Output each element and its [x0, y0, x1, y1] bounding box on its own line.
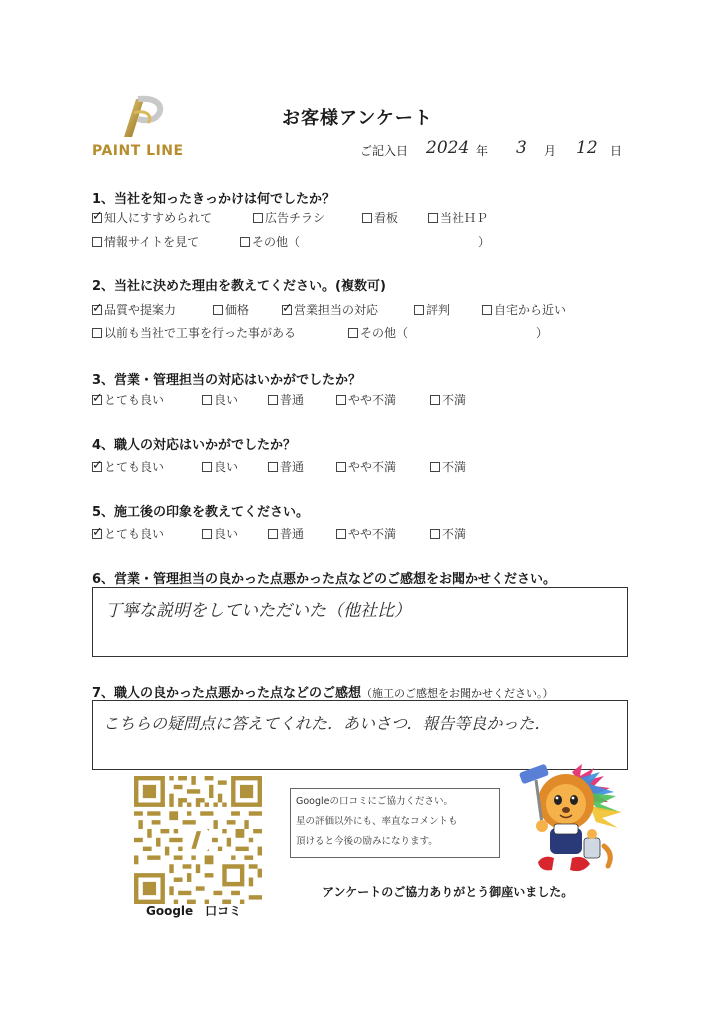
q4-option[interactable]: [202, 458, 238, 475]
option-label: 知人にすすめられて: [104, 211, 213, 225]
date-month[interactable]: 3: [516, 138, 527, 158]
q1-option[interactable]: [92, 209, 212, 226]
q2-option[interactable]: [92, 324, 296, 341]
q4-option[interactable]: [92, 458, 164, 475]
q5-option[interactable]: [92, 525, 164, 542]
option-label: とても良い: [104, 393, 165, 407]
option-label: 普通: [280, 527, 305, 541]
checkbox[interactable]: [430, 395, 440, 405]
date-day-unit: 日: [610, 144, 623, 158]
checkbox[interactable]: [92, 237, 102, 247]
checkbox[interactable]: [336, 529, 346, 539]
note-line: 頂けると今後の励みになります。: [296, 836, 438, 847]
q5-option[interactable]: [202, 525, 238, 542]
option-label: 価格: [225, 303, 250, 317]
checkbox[interactable]: [282, 305, 292, 315]
option-label: 良い: [214, 460, 239, 474]
checkbox[interactable]: [202, 462, 212, 472]
q5-option[interactable]: [430, 525, 466, 542]
date-label: ご記入日: [360, 144, 409, 158]
q3-option[interactable]: [202, 391, 238, 408]
question-7-title: [92, 682, 554, 701]
q7-title-main: 7、職人の良かった点悪かった点などのご感想: [92, 686, 362, 701]
option-label: 良い: [214, 393, 239, 407]
option-label: その他（: [252, 235, 301, 249]
q2-option[interactable]: [92, 301, 176, 318]
checkbox[interactable]: [362, 213, 372, 223]
option-label: 評判: [426, 303, 451, 317]
q1-option[interactable]: [253, 209, 325, 226]
google-review-qr-code-icon[interactable]: [134, 776, 262, 904]
q2-option[interactable]: [282, 301, 378, 318]
q1-option[interactable]: [240, 233, 300, 250]
checkbox[interactable]: [336, 462, 346, 472]
q4-option[interactable]: [268, 458, 304, 475]
option-label: 品質や提案力: [104, 303, 177, 317]
q2-option[interactable]: [482, 301, 566, 318]
google-review-label: Google 口コミ: [146, 904, 242, 918]
question-2-title: 2、当社に決めた理由を教えてください。(複数可): [92, 279, 386, 294]
checkbox[interactable]: [268, 462, 278, 472]
option-label: 不満: [442, 527, 467, 541]
option-label: 広告チラシ: [265, 211, 326, 225]
option-label: とても良い: [104, 527, 165, 541]
checkbox[interactable]: [430, 462, 440, 472]
checkbox[interactable]: [92, 328, 102, 338]
option-label: 以前も当社で工事を行った事がある: [104, 326, 297, 340]
paint-line-logo-icon: [114, 93, 166, 141]
q1-other-close: ）: [478, 235, 491, 249]
q6-answer-text: 丁寧な説明をしていただいた（他社比）: [105, 601, 411, 621]
checkbox[interactable]: [240, 237, 250, 247]
checkbox[interactable]: [253, 213, 263, 223]
page-title: お客様アンケート: [282, 108, 433, 129]
checkbox[interactable]: [428, 213, 438, 223]
checkbox[interactable]: [430, 529, 440, 539]
option-label: やや不満: [348, 527, 397, 541]
google-review-note: [290, 788, 500, 858]
brand-logo: [92, 93, 192, 165]
option-label: 良い: [214, 527, 239, 541]
date-year-unit: 年: [476, 144, 489, 158]
q1-option[interactable]: [428, 209, 488, 226]
thanks-message: アンケートのご協力ありがとう御座いました。: [322, 885, 574, 899]
option-label: 不満: [442, 393, 467, 407]
checkbox[interactable]: [92, 395, 102, 405]
q5-option[interactable]: [268, 525, 304, 542]
option-label: 不満: [442, 460, 467, 474]
brand-name: PAINT LINE: [92, 143, 184, 159]
question-1-title: 1、当社を知ったきっかけは何でしたか？: [92, 192, 336, 207]
date-year[interactable]: 2024: [426, 138, 470, 158]
q4-option[interactable]: [336, 458, 396, 475]
date-day[interactable]: 12: [576, 138, 598, 158]
checkbox[interactable]: [213, 305, 223, 315]
q2-other-close: ）: [536, 326, 549, 340]
q5-option[interactable]: [336, 525, 396, 542]
option-label: 当社ＨＰ: [440, 211, 489, 225]
date-month-unit: 月: [544, 144, 557, 158]
option-label: 看板: [374, 211, 399, 225]
option-label: 情報サイトを見て: [104, 235, 200, 249]
q7-answer-text: こちらの疑問点に答えてくれた．あいさつ．報告等良かった．: [103, 714, 551, 733]
checkbox[interactable]: [92, 305, 102, 315]
checkbox[interactable]: [92, 462, 102, 472]
entry-date: [348, 138, 648, 162]
q2-option[interactable]: [414, 301, 450, 318]
q3-option[interactable]: [268, 391, 304, 408]
q3-option[interactable]: [336, 391, 396, 408]
question-6-title: 6、営業・管理担当の良かった点悪かった点などのご感想をお聞かせください。: [92, 572, 557, 587]
option-label: 普通: [280, 460, 305, 474]
checkbox[interactable]: [202, 395, 212, 405]
option-label: 自宅から近い: [494, 303, 567, 317]
checkbox[interactable]: [414, 305, 424, 315]
q3-option[interactable]: [92, 391, 164, 408]
checkbox[interactable]: [92, 529, 102, 539]
q6-answer-box[interactable]: [92, 587, 628, 657]
option-label: 営業担当の対応: [294, 303, 379, 317]
question-5-title: 5、施工後の印象を教えてください。: [92, 505, 310, 520]
q1-option[interactable]: [92, 233, 199, 250]
checkbox[interactable]: [202, 529, 212, 539]
checkbox[interactable]: [482, 305, 492, 315]
option-label: とても良い: [104, 460, 165, 474]
checkbox[interactable]: [268, 529, 278, 539]
q7-answer-box[interactable]: [92, 700, 628, 770]
note-line: Googleの口コミにご協力ください。: [296, 796, 454, 807]
option-label: やや不満: [348, 393, 397, 407]
option-label: 普通: [280, 393, 305, 407]
note-line: 星の評価以外にも、率直なコメントも: [296, 816, 458, 827]
q1-option[interactable]: [362, 209, 398, 226]
q7-title-sub: （施工のご感想をお聞かせください。）: [361, 687, 554, 700]
option-label: やや不満: [348, 460, 397, 474]
q4-option[interactable]: [430, 458, 466, 475]
lion-painter-mascot-icon: [510, 762, 632, 880]
q3-option[interactable]: [430, 391, 466, 408]
question-3-title: 3、営業・管理担当の対応はいかがでしたか？: [92, 373, 362, 388]
q2-option[interactable]: [213, 301, 249, 318]
checkbox[interactable]: [92, 213, 102, 223]
q2-option[interactable]: [348, 324, 408, 341]
checkbox[interactable]: [348, 328, 358, 338]
option-label: その他（: [360, 326, 409, 340]
checkbox[interactable]: [268, 395, 278, 405]
question-4-title: 4、職人の対応はいかがでしたか？: [92, 438, 297, 453]
checkbox[interactable]: [336, 395, 346, 405]
